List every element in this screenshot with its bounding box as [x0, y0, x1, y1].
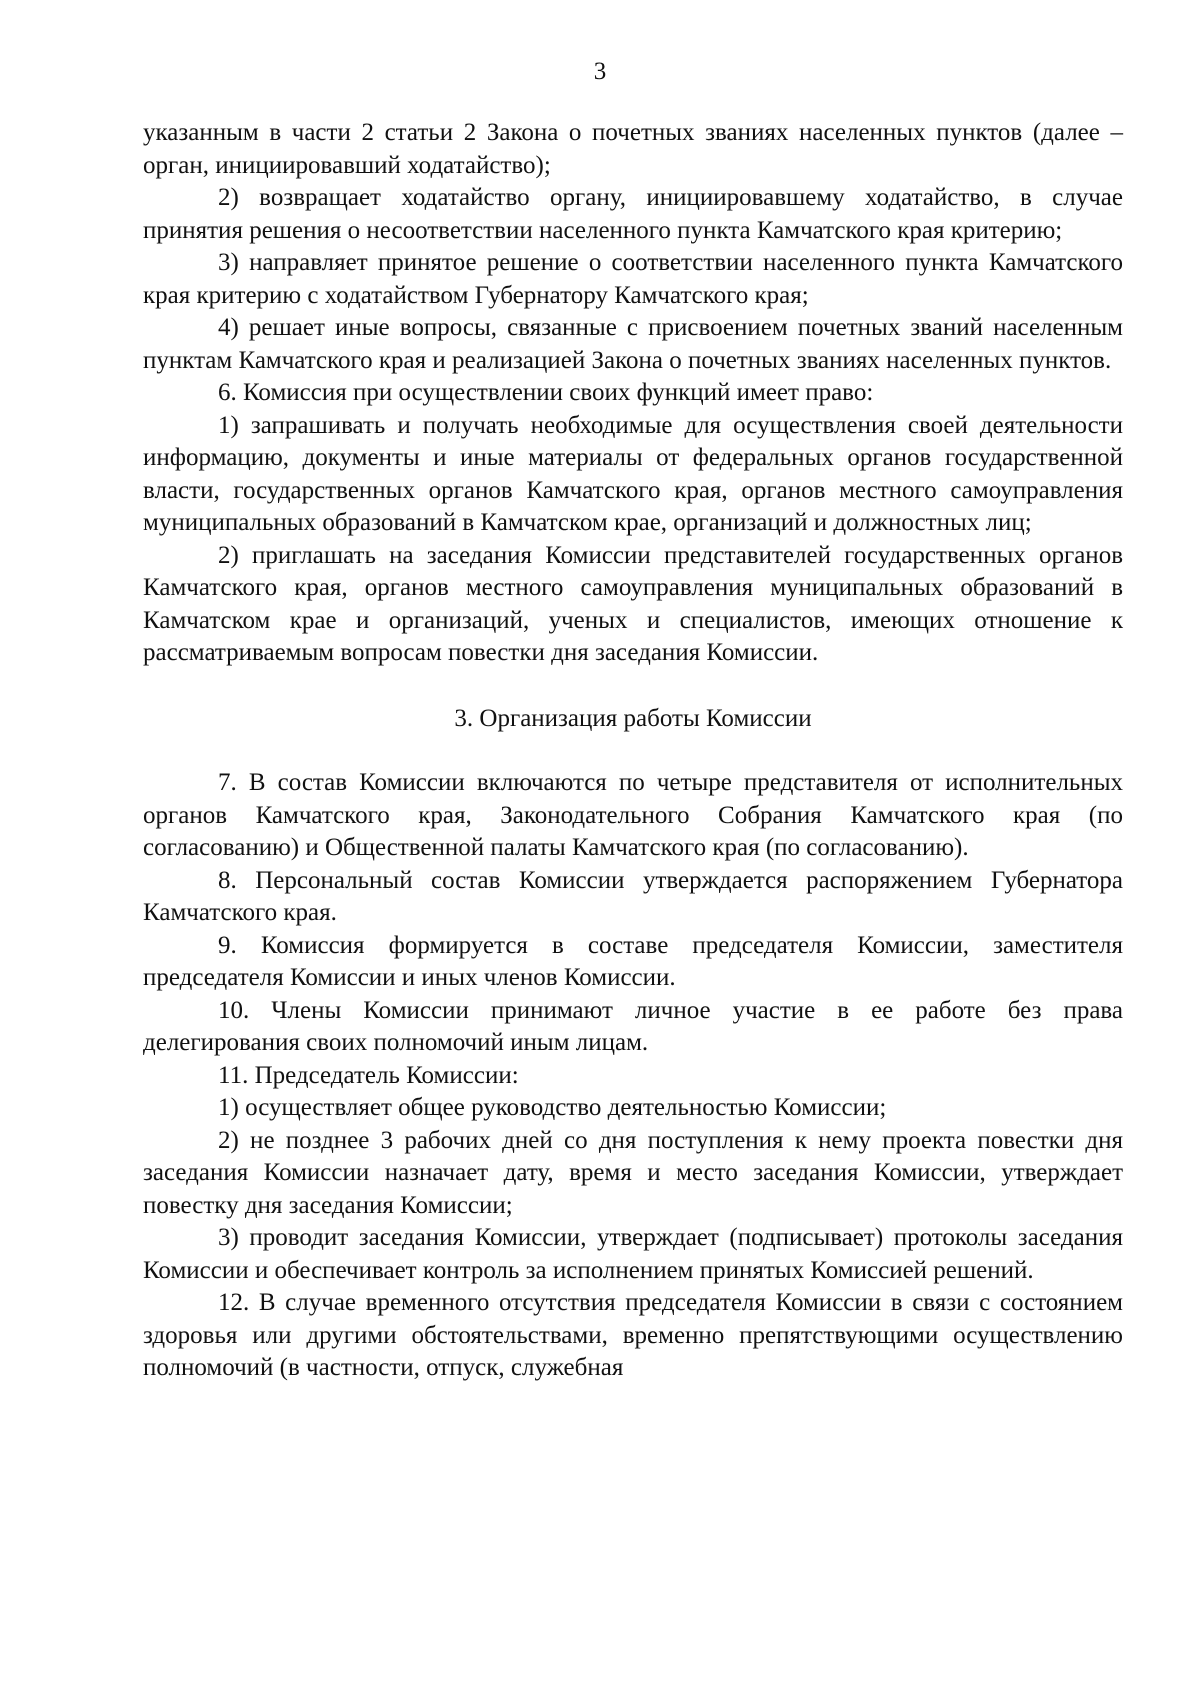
paragraph: 2) возвращает ходатайство органу, инициировавшему ходатайство, в случае принятия решения о несоответствии населенного пункта Камчатского края критерию;: [143, 184, 1123, 244]
paragraph: 12. В случае временного отсутствия председателя Комиссии в связи с состоянием здоровья или другими обстоятельствами, временно препятствующими осуществлению полномочий (в частности, отпуск, служебная: [143, 1289, 1123, 1381]
paragraph: указанным в части 2 статьи 2 Закона о почетных званиях населенных пунктов (далее – орган, инициировавший ходатайство);: [143, 119, 1123, 179]
paragraph: 2) не позднее 3 рабочих дней со дня поступления к нему проекта повестки дня заседания Комиссии назначает дату, время и место заседания Комиссии, утверждает повестку дня заседания Комиссии;: [143, 1126, 1123, 1219]
section-heading: 3. Организация работы Комиссии: [454, 704, 812, 732]
paragraph: 2) приглашать на заседания Комиссии представителей государственных органов Камчатского края, органов местного самоуправления муниципальных образований в Камчатском крае и организаций, ученых и специалистов, имеющих отношение к рассматриваемым вопросам повестки дня заседания Комиссии.: [143, 541, 1123, 666]
page-number: 3: [593, 58, 607, 85]
paragraphs-after-heading: [143, 767, 1123, 1385]
paragraph: 3) проводит заседания Комиссии, утверждает (подписывает) протоколы заседания Комиссии и обеспечивает контроль за исполнением принятых Комиссией решений.: [143, 1224, 1123, 1284]
paragraphs-before-heading: [143, 117, 1123, 670]
paragraph: 11. Председатель Комиссии:: [218, 1061, 519, 1089]
paragraph: 4) решает иные вопросы, связанные с присвоением почетных званий населенным пунктам Камчатского края и реализацией Закона о почетных званиях населенных пунктов.: [143, 314, 1123, 374]
paragraph: 8. Персональный состав Комиссии утверждается распоряжением Губернатора Камчатского края.: [143, 866, 1123, 926]
paragraph: 10. Члены Комиссии принимают личное участие в ее работе без права делегирования своих полномочий иным лицам.: [143, 996, 1123, 1056]
paragraph: 3) направляет принятое решение о соответствии населенного пункта Камчатского края критерию с ходатайством Губернатору Камчатского края;: [143, 249, 1123, 309]
paragraph: 7. В состав Комиссии включаются по четыре представителя от исполнительных органов Камчатского края, Законодательного Собрания Камчатского края (по согласованию) и Общественной палаты Камчатского края (по согласованию).: [143, 769, 1123, 861]
paragraph: 1) осуществляет общее руководство деятельностью Комиссии;: [218, 1094, 887, 1121]
paragraph: 9. Комиссия формируется в составе председателя Комиссии, заместителя председателя Комиссии и иных членов Комиссии.: [143, 931, 1123, 991]
document-body: [143, 117, 1123, 1385]
paragraph: 1) запрашивать и получать необходимые для осуществления своей деятельности информацию, документы и иные материалы от федеральных органов государственной власти, государственных органов Камчатского края, органов местного самоуправления муниципальных образований в Камчатском крае, организаций и должностных лиц;: [143, 411, 1123, 536]
paragraph: 6. Комиссия при осуществлении своих функций имеет право:: [218, 379, 874, 406]
